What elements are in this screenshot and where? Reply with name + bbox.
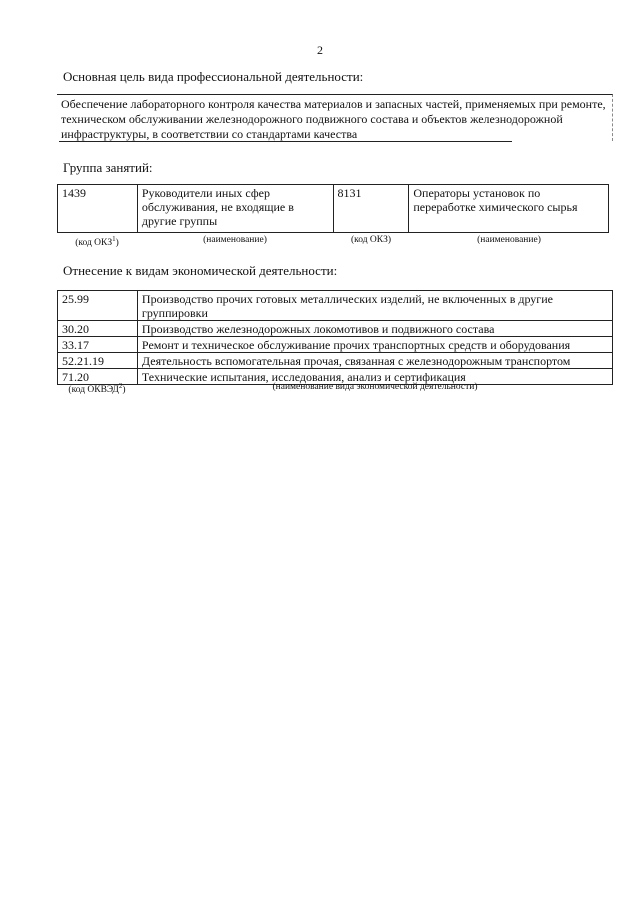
goal-box — [57, 94, 613, 141]
okved-code-cell: 30.20 — [58, 321, 138, 337]
economic-activities-title: Отнесение к видам экономической деятельности: — [63, 263, 338, 278]
okved-name-cell: Производство прочих готовых металлических изделий, не включенных в другие группировки — [137, 291, 612, 321]
caption-text: (код ОКЗ — [75, 238, 113, 249]
occupation-name-cell: Руководители иных сфер обслуживания, не входящие в другие группы — [137, 185, 333, 233]
occupation-code-cell: 8131 — [333, 185, 409, 233]
occupation-group-title: Группа занятий: — [63, 160, 153, 175]
economic-activities-table — [57, 290, 613, 385]
caption-name-1: (наименование) — [203, 235, 267, 245]
okved-code-cell: 33.17 — [58, 337, 138, 353]
caption-okz-code-2: (код ОКЗ) — [350, 235, 392, 245]
footnote-mark: 1 — [112, 235, 116, 243]
page-number: 2 — [317, 43, 323, 57]
table-row — [58, 291, 613, 321]
caption-text: ) — [122, 385, 126, 396]
occupation-name-cell: Операторы установок по переработке химического сырья — [409, 185, 609, 233]
table-row — [58, 353, 613, 369]
table-row — [58, 321, 613, 337]
goal-title: Основная цель вида профессиональной деятельности: — [63, 69, 364, 84]
caption-okved-name: (наименование вида экономической деятельности) — [272, 382, 478, 392]
goal-box-rule — [59, 141, 512, 142]
caption-okved-code — [57, 382, 137, 395]
okved-name-cell: Деятельность вспомогательная прочая, связанная с железнодорожным транспортом — [137, 353, 612, 369]
table-row — [58, 337, 613, 353]
okved-name-cell: Ремонт и техническое обслуживание прочих транспортных средств и оборудования — [137, 337, 612, 353]
caption-okz-code-1 — [57, 235, 137, 248]
caption-text: ) — [115, 238, 119, 249]
footnote-mark: 2 — [118, 382, 123, 390]
okved-code-cell: 52.21.19 — [58, 353, 138, 369]
occupation-code-cell: 1439 — [58, 185, 138, 233]
caption-text: (код ОКВЭД — [68, 385, 119, 396]
okved-name-cell: Технические испытания, исследования, анализ и сертификация — [137, 369, 612, 385]
okved-name-cell: Производство железнодорожных локомотивов и подвижного состава — [137, 321, 612, 337]
goal-text: Обеспечение лабораторного контроля качества материалов и запасных частей, применяемых при ремонте, техническом обслуживании железнодорожного подвижного состава и объектов железнодорожной инфраструктуры, в соответствии со стандартами качества — [61, 97, 606, 141]
occupation-group-table — [57, 184, 609, 233]
okved-code-cell: 25.99 — [58, 291, 138, 321]
table-row — [58, 185, 609, 233]
okved-code-cell: 71.20 — [58, 369, 138, 385]
caption-name-2: (наименование) — [477, 235, 541, 245]
